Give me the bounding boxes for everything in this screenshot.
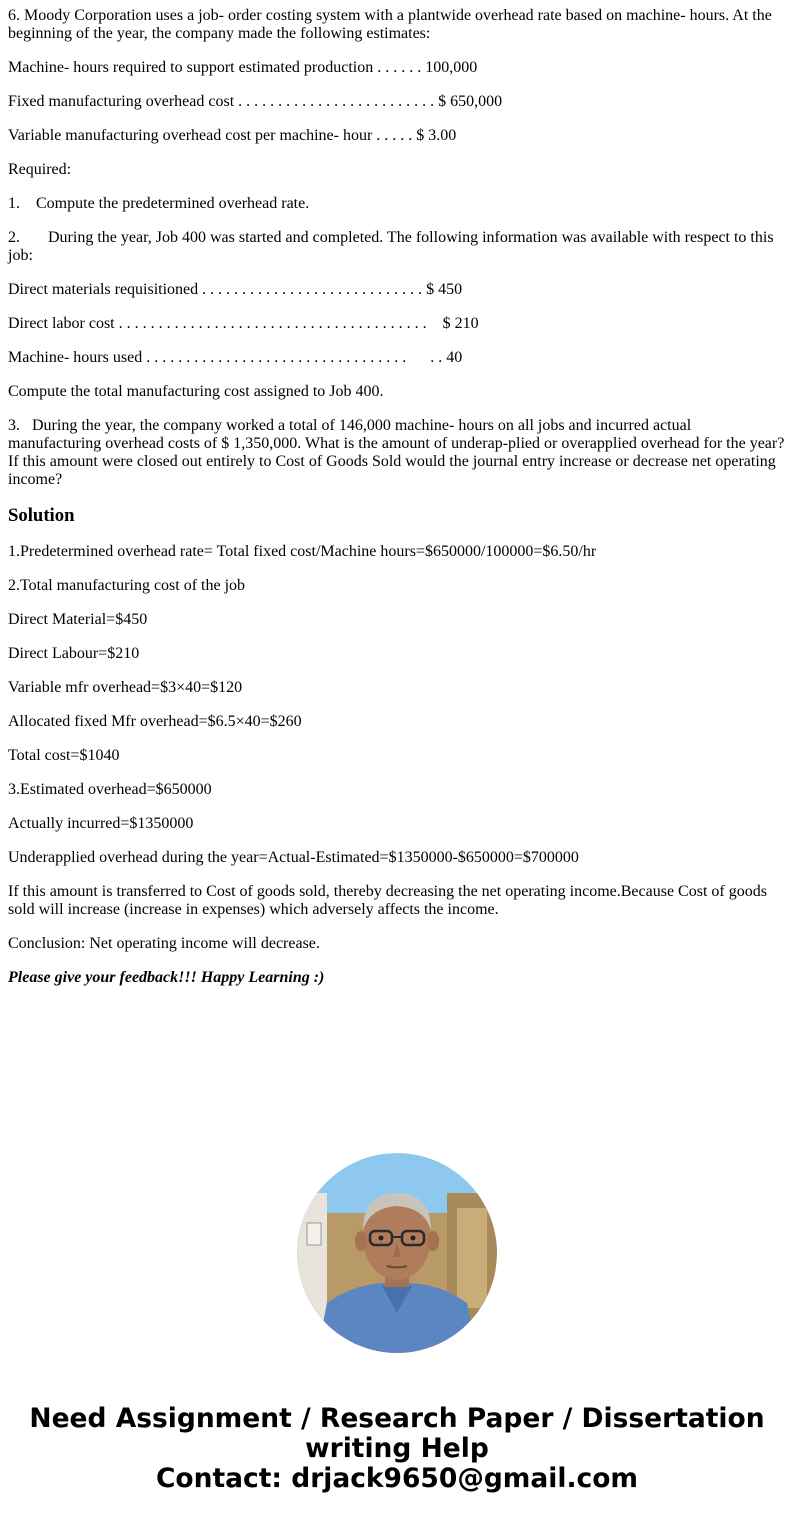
solution-line-actual-overhead: Actually incurred=$1350000: [8, 815, 194, 832]
question-item-1: 1. Compute the predetermined overhead rate.: [8, 195, 310, 212]
estimate-fixed-overhead: Fixed manufacturing overhead cost . . . . . . . . . . . . . . . . . . . . . . . . . $ 650,000: [8, 93, 503, 110]
feedback-note: Please give your feedback!!! Happy Learning :): [8, 969, 325, 986]
job-direct-labor: Direct labor cost . . . . . . . . . . . . . . . . . . . . . . . . . . . . . . . . . . . . . . . $ 210: [8, 315, 479, 332]
promo-banner: [0, 1404, 794, 1494]
job-machine-hours: Machine- hours used . . . . . . . . . . . . . . . . . . . . . . . . . . . . . . . . . . . 40: [8, 349, 463, 366]
document-content: [8, 7, 789, 1003]
question-item-2-task: Compute the total manufacturing cost assigned to Job 400.: [8, 383, 384, 400]
solution-line-estimated-overhead: 3.Estimated overhead=$650000: [8, 781, 212, 798]
question-item-3: 3. During the year, the company worked a total of 146,000 machine- hours on all jobs and incurred actual manufacturing overhead costs of $ 1,350,000. What is the amount of underap-plied or overapplied overhead for the year? If this amount were closed out entirely to Cost of Goods Sold would the journal entry increase or decrease net operating income?: [8, 417, 789, 488]
promo-contact: Contact: drjack9650@gmail.com: [155, 1463, 639, 1494]
avatar-portrait: [297, 1153, 497, 1353]
solution-line-conclusion: Conclusion: Net operating income will decrease.: [8, 935, 320, 952]
solution-line-variable-overhead: Variable mfr overhead=$3×40=$120: [8, 679, 243, 696]
solution-line-underapplied: Underapplied overhead during the year=Actual-Estimated=$1350000-$650000=$700000: [8, 849, 579, 866]
solution-heading: Solution: [8, 505, 75, 526]
solution-line-direct-material: Direct Material=$450: [8, 611, 148, 628]
job-direct-materials: Direct materials requisitioned . . . . . . . . . . . . . . . . . . . . . . . . . . . . $ 450: [8, 281, 463, 298]
estimate-machine-hours: Machine- hours required to support estimated production . . . . . . 100,000: [8, 59, 478, 76]
solution-line-total-heading: 2.Total manufacturing cost of the job: [8, 577, 246, 594]
solution-line-fixed-overhead: Allocated fixed Mfr overhead=$6.5×40=$260: [8, 713, 302, 730]
promo-line-1: Need Assignment / Research Paper / Dissertation: [29, 1403, 765, 1434]
avatar: [297, 1153, 497, 1353]
solution-line-explanation: If this amount is transferred to Cost of goods sold, thereby decreasing the net operating income.Because Cost of goods sold will increase (increase in expenses) which adversely affects the income.: [8, 883, 767, 918]
question-item-2: 2. During the year, Job 400 was started and completed. The following information was available with respect to this job:: [8, 229, 778, 264]
estimate-variable-overhead: Variable manufacturing overhead cost per machine- hour . . . . . $ 3.00: [8, 127, 457, 144]
question-intro: 6. Moody Corporation uses a job- order costing system with a plantwide overhead rate based on machine- hours. At the beginning of the year, the company made the following estimates:: [8, 7, 772, 42]
solution-line-rate: 1.Predetermined overhead rate= Total fixed cost/Machine hours=$650000/100000=$6.50/hr: [8, 543, 597, 560]
required-label: Required:: [8, 161, 72, 178]
solution-line-total-cost: Total cost=$1040: [8, 747, 120, 764]
promo-line-2: writing Help: [305, 1433, 489, 1464]
solution-line-direct-labour: Direct Labour=$210: [8, 645, 140, 662]
